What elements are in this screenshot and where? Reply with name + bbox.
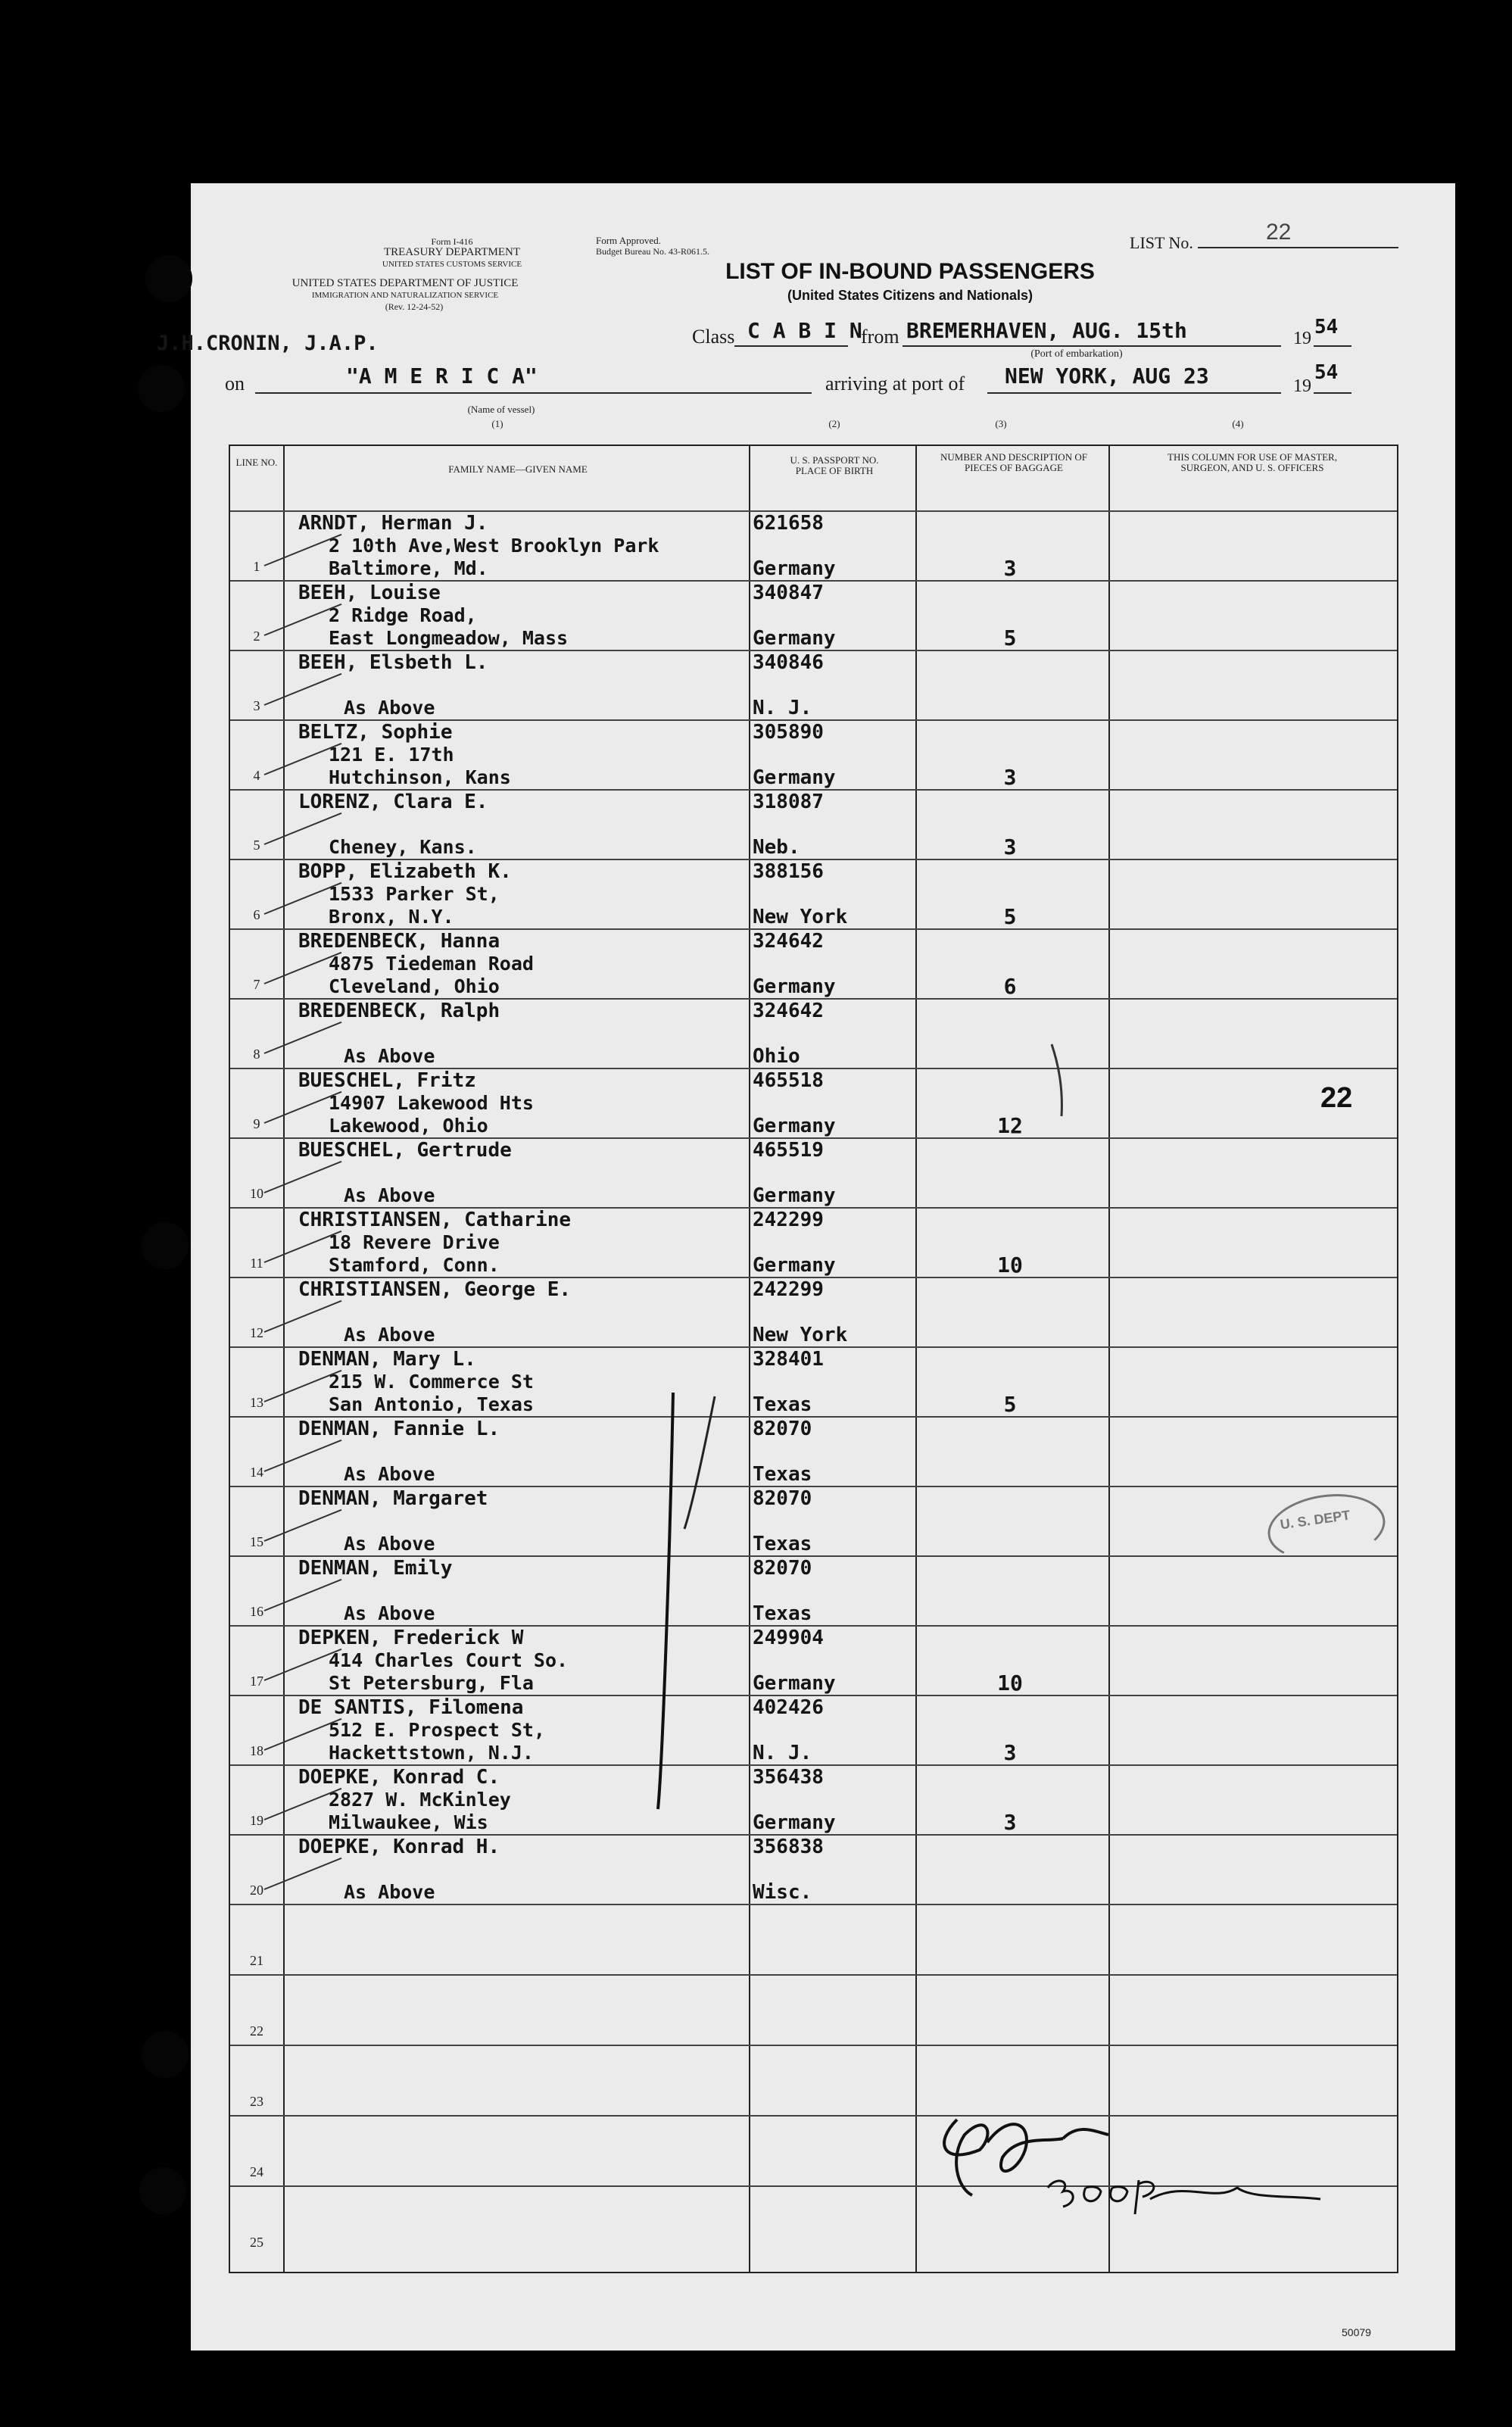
- arrival-year: 54: [1314, 361, 1339, 384]
- passenger-name: DENMAN, Margaret: [298, 1487, 488, 1510]
- place-of-birth: Wisc.: [753, 1881, 812, 1904]
- header-officers: THIS COLUMN FOR USE OF MASTER, SURGEON, AND U. S. OFFICERS: [1168, 451, 1337, 473]
- passenger-name: BEEH, Elsbeth L.: [298, 651, 488, 674]
- passenger-name: BUESCHEL, Fritz: [298, 1069, 476, 1092]
- header-passport: U. S. PASSPORT NO. PLACE OF BIRTH: [790, 454, 879, 476]
- treasury-label: TREASURY DEPARTMENT: [383, 246, 521, 258]
- punch-hole: [145, 255, 192, 302]
- line-number: 14: [250, 1465, 263, 1480]
- line-number: 15: [250, 1534, 263, 1549]
- address-line-2: Hutchinson, Kans: [329, 766, 511, 788]
- year-prefix: 19: [1293, 329, 1311, 348]
- baggage-count: 5: [1003, 1392, 1017, 1417]
- col-number-4: (4): [1232, 418, 1244, 429]
- year-prefix-2: 19: [1293, 376, 1311, 396]
- page-title: LIST OF IN-BOUND PASSENGERS: [725, 259, 1095, 284]
- address-line-2: San Antonio, Texas: [329, 1393, 534, 1415]
- line-number: 12: [250, 1325, 263, 1340]
- baggage-count: 10: [997, 1671, 1023, 1695]
- passport-number: 242299: [753, 1209, 824, 1231]
- address-line-2: As Above: [344, 1184, 435, 1206]
- place-of-birth: N. J.: [753, 1742, 812, 1764]
- line-number: 17: [250, 1674, 263, 1689]
- address-line-2: Bronx, N.Y.: [329, 906, 454, 928]
- passenger-name: BOPP, Elizabeth K.: [298, 860, 512, 883]
- passenger-name: CHRISTIANSEN, Catharine: [298, 1209, 572, 1231]
- baggage-count: 10: [997, 1252, 1023, 1277]
- passenger-name: BEEH, Louise: [298, 582, 441, 604]
- address-line-2: Hackettstown, N.J.: [329, 1742, 534, 1764]
- from-label: from: [861, 326, 899, 348]
- address-line-2: As Above: [344, 1324, 435, 1346]
- header-line-no: LINE NO.: [235, 457, 278, 468]
- passport-number: 242299: [753, 1278, 824, 1301]
- address-line-1: 121 E. 17th: [329, 744, 454, 766]
- passport-number: 340847: [753, 582, 824, 604]
- manifest-sheet: [157, 183, 1455, 2351]
- revision-label: (Rev. 12-24-52): [385, 301, 444, 312]
- punch-hole: [138, 365, 185, 412]
- place-of-birth: New York: [753, 1324, 848, 1346]
- from-value: BREMERHAVEN, AUG. 15th: [906, 318, 1187, 343]
- address-line-2: Baltimore, Md.: [329, 557, 488, 579]
- passenger-table: [229, 445, 1398, 2273]
- officer-note: 22: [1320, 1082, 1353, 1114]
- line-number: 25: [250, 2235, 263, 2250]
- place-of-birth: Texas: [753, 1393, 812, 1416]
- line-number: 21: [250, 1953, 263, 1968]
- form-approved: Form Approved.: [596, 235, 661, 246]
- form-number: Form I-416: [431, 236, 473, 247]
- col-number-2: (2): [828, 418, 840, 429]
- passenger-name: DEPKEN, Frederick W: [298, 1627, 524, 1649]
- line-number: 20: [250, 1883, 263, 1898]
- arrival-value: NEW YORK, AUG 23: [1005, 363, 1209, 388]
- passport-number: 328401: [753, 1348, 824, 1371]
- baggage-count: 5: [1003, 904, 1017, 929]
- passport-number: 249904: [753, 1627, 824, 1649]
- baggage-count: 6: [1003, 974, 1017, 999]
- place-of-birth: Germany: [753, 557, 836, 580]
- address-line-1: 1533 Parker St,: [329, 883, 500, 905]
- place-of-birth: Germany: [753, 766, 836, 789]
- address-line-1: 2827 W. McKinley: [329, 1789, 511, 1811]
- place-of-birth: Texas: [753, 1533, 812, 1555]
- page-subtitle: (United States Citizens and Nationals): [787, 288, 1033, 303]
- place-of-birth: Ohio: [753, 1045, 800, 1068]
- line-number: 8: [253, 1047, 260, 1062]
- address-line-1: 215 W. Commerce St: [329, 1371, 534, 1393]
- address-line-2: As Above: [344, 1881, 435, 1903]
- address-line-1: 512 E. Prospect St,: [329, 1719, 545, 1741]
- vessel-name: "A M E R I C A": [346, 363, 538, 388]
- place-of-birth: Texas: [753, 1463, 812, 1486]
- officer-signature: [230, 446, 1400, 2275]
- line-number: 24: [250, 2164, 263, 2179]
- passport-number: 82070: [753, 1487, 812, 1510]
- header-name: FAMILY NAME—GIVEN NAME: [448, 463, 588, 475]
- place-of-birth: Germany: [753, 1811, 836, 1834]
- place-of-birth: New York: [753, 906, 848, 928]
- place-of-birth: Texas: [753, 1602, 812, 1625]
- punch-hole: [142, 2031, 189, 2078]
- line-number: 19: [250, 1813, 263, 1828]
- passenger-name: DENMAN, Fannie L.: [298, 1418, 500, 1440]
- line-number: 16: [250, 1604, 263, 1619]
- class-value: C A B I N: [747, 318, 862, 343]
- passport-number: 356438: [753, 1766, 824, 1789]
- passport-number: 82070: [753, 1557, 812, 1580]
- address-line-2: As Above: [344, 1463, 435, 1485]
- baggage-count: 12: [997, 1113, 1023, 1138]
- passenger-name: BREDENBECK, Hanna: [298, 930, 500, 953]
- place-of-birth: Germany: [753, 627, 836, 650]
- address-line-1: 14907 Lakewood Hts: [329, 1092, 534, 1114]
- punch-hole: [142, 1222, 189, 1269]
- passenger-name: ARNDT, Herman J.: [298, 512, 488, 535]
- place-of-birth: Germany: [753, 1254, 836, 1277]
- line-number: 10: [250, 1186, 263, 1201]
- immigration-label: IMMIGRATION AND NATURALIZATION SERVICE: [311, 291, 499, 300]
- baggage-count: 3: [1003, 765, 1017, 790]
- vessel-caption: (Name of vessel): [467, 404, 535, 415]
- address-line-1: 2 10th Ave,West Brooklyn Park: [329, 535, 659, 557]
- passport-number: 388156: [753, 860, 824, 883]
- place-of-birth: Germany: [753, 1184, 836, 1207]
- place-of-birth: Germany: [753, 1115, 836, 1137]
- col-number-3: (3): [995, 418, 1007, 429]
- passport-number: 318087: [753, 791, 824, 813]
- place-of-birth: Germany: [753, 975, 836, 998]
- from-year: 54: [1314, 316, 1339, 338]
- dept-stamp-text: U. S. DEPT: [1279, 1507, 1351, 1533]
- place-of-birth: Germany: [753, 1672, 836, 1695]
- address-line-1: 2 Ridge Road,: [329, 604, 477, 626]
- address-line-1: 414 Charles Court So.: [329, 1649, 569, 1671]
- line-number: 11: [250, 1256, 263, 1271]
- line-number: 9: [253, 1116, 260, 1131]
- line-number: 13: [250, 1395, 263, 1410]
- passenger-name: DOEPKE, Konrad C.: [298, 1766, 500, 1789]
- passport-number: 324642: [753, 930, 824, 953]
- address-line-2: Lakewood, Ohio: [329, 1115, 488, 1137]
- passenger-name: DOEPKE, Konrad H.: [298, 1836, 500, 1858]
- customs-label: UNITED STATES CUSTOMS SERVICE: [382, 260, 522, 269]
- justice-label: UNITED STATES DEPARTMENT OF JUSTICE: [291, 277, 519, 289]
- passenger-name: CHRISTIANSEN, George E.: [298, 1278, 572, 1301]
- punch-hole: [139, 2167, 186, 2214]
- address-line-2: Milwaukee, Wis: [329, 1811, 488, 1833]
- line-number: 23: [250, 2094, 263, 2109]
- line-number: 4: [253, 768, 260, 783]
- address-line-2: Cleveland, Ohio: [329, 975, 500, 997]
- passport-number: 621658: [753, 512, 824, 535]
- line-number: 6: [253, 907, 260, 922]
- passport-number: 465519: [753, 1139, 824, 1162]
- list-no-label: LIST No.: [1130, 233, 1193, 252]
- passenger-name: BUESCHEL, Gertrude: [298, 1139, 512, 1162]
- address-line-2: As Above: [344, 1602, 435, 1624]
- passport-number: 82070: [753, 1418, 812, 1440]
- line-number: 1: [253, 559, 260, 574]
- address-line-2: Stamford, Conn.: [329, 1254, 500, 1276]
- header-baggage: NUMBER AND DESCRIPTION OF PIECES OF BAGGAGE: [940, 451, 1087, 473]
- budget-bureau: Budget Bureau No. 43-R061.5.: [596, 246, 709, 257]
- address-line-2: St Petersburg, Fla: [329, 1672, 534, 1694]
- baggage-count: 3: [1003, 1740, 1017, 1765]
- address-line-2: Cheney, Kans.: [329, 836, 477, 858]
- col-number-1: (1): [491, 418, 503, 429]
- place-of-birth: Neb.: [753, 836, 800, 859]
- passport-number: 340846: [753, 651, 824, 674]
- address-line-1: 4875 Tiedeman Road: [329, 953, 534, 975]
- line-number: 3: [253, 698, 260, 713]
- footer-code: 50079: [1342, 2326, 1371, 2338]
- port-embark-caption: (Port of embarkation): [1030, 348, 1123, 360]
- passport-number: 465518: [753, 1069, 824, 1092]
- line-number: 18: [250, 1743, 263, 1758]
- line-number: 22: [250, 2023, 263, 2039]
- line-number: 2: [253, 629, 260, 644]
- arriving-label: arriving at port of: [825, 373, 965, 395]
- class-label: Class: [692, 326, 735, 348]
- baggage-count: 3: [1003, 834, 1017, 859]
- line-number: 7: [253, 977, 260, 992]
- place-of-birth: N. J.: [753, 697, 812, 719]
- passport-number: 356838: [753, 1836, 824, 1858]
- address-line-2: As Above: [344, 1045, 435, 1067]
- passenger-name: LORENZ, Clara E.: [298, 791, 488, 813]
- line-number: 5: [253, 838, 260, 853]
- baggage-count: 5: [1003, 625, 1017, 650]
- baggage-count: 3: [1003, 1810, 1017, 1835]
- list-no-value: 22: [1266, 220, 1292, 245]
- passport-number: 324642: [753, 1000, 824, 1022]
- passenger-name: DENMAN, Emily: [298, 1557, 453, 1580]
- passport-number: 402426: [753, 1696, 824, 1719]
- baggage-count: 3: [1003, 556, 1017, 581]
- address-line-2: As Above: [344, 1533, 435, 1555]
- passenger-name: BELTZ, Sophie: [298, 721, 453, 744]
- agent-name: J.H.CRONIN, J.A.P.: [157, 332, 379, 355]
- address-line-2: East Longmeadow, Mass: [329, 627, 569, 649]
- passenger-name: BREDENBECK, Ralph: [298, 1000, 500, 1022]
- address-line-1: 18 Revere Drive: [329, 1231, 500, 1253]
- on-label: on: [225, 373, 245, 395]
- passenger-name: DENMAN, Mary L.: [298, 1348, 476, 1371]
- passport-number: 305890: [753, 721, 824, 744]
- passenger-name: DE SANTIS, Filomena: [298, 1696, 524, 1719]
- address-line-2: As Above: [344, 697, 435, 719]
